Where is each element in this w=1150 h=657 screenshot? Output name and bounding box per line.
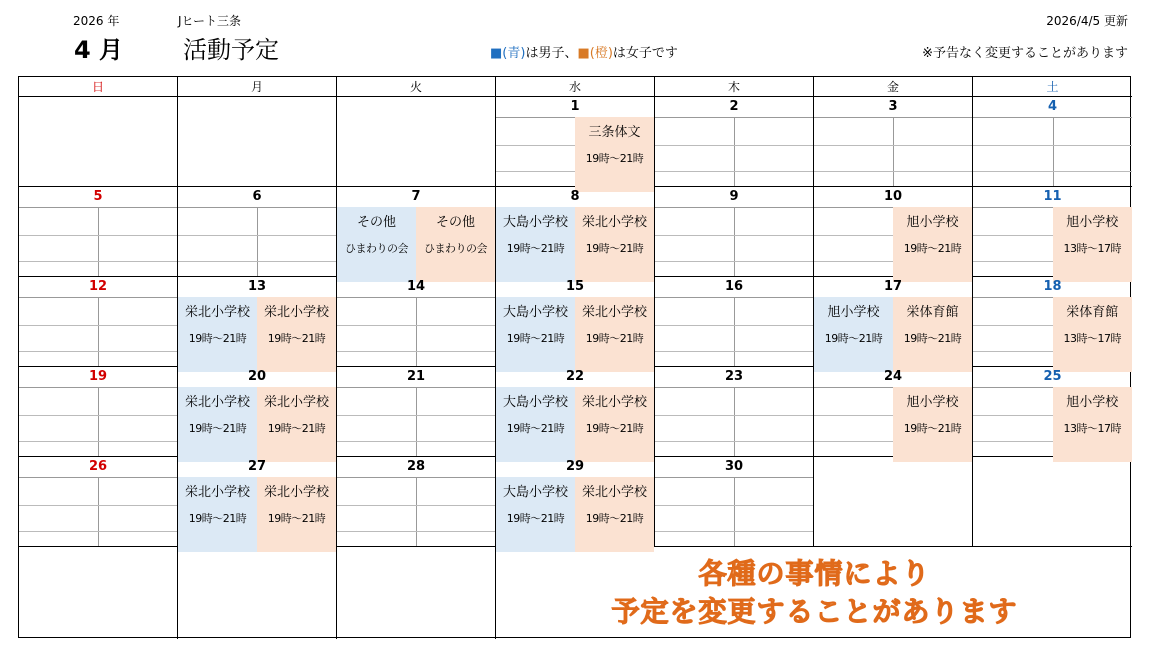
girls-event xyxy=(575,207,654,282)
day-cell xyxy=(655,277,814,367)
event-location: 旭小学校 xyxy=(906,395,959,410)
day-cell xyxy=(337,277,496,367)
day-cell xyxy=(178,457,337,547)
event-time: 13時～17時 xyxy=(1063,332,1121,345)
weekday-header-4: 木 xyxy=(655,77,814,97)
cell-rule xyxy=(337,531,495,532)
cell-rule xyxy=(973,145,1132,146)
event-time: 19時～21時 xyxy=(506,512,565,525)
empty-cell xyxy=(337,97,496,187)
girls-legend-square: ■ xyxy=(577,46,590,61)
boys-event xyxy=(496,297,575,372)
empty-cell xyxy=(973,457,1132,547)
event-time: 19時～21時 xyxy=(585,242,644,255)
change-banner xyxy=(497,547,1132,645)
girls-event xyxy=(1053,207,1133,282)
event-location: 栄北小学校 xyxy=(263,395,329,410)
cell-divider xyxy=(734,477,735,546)
boys-event xyxy=(496,387,575,462)
day-cell xyxy=(337,457,496,547)
day-number: 13 xyxy=(178,277,336,298)
girls-event xyxy=(416,207,495,282)
weekday-header-2: 火 xyxy=(337,77,496,97)
boys-event xyxy=(496,477,575,552)
day-number: 25 xyxy=(973,367,1132,388)
cell-rule xyxy=(337,325,495,326)
event-time: ひまわりの会 xyxy=(424,242,487,255)
weekday-header-3: 水 xyxy=(496,77,655,97)
day-cell xyxy=(337,367,496,457)
day-cell xyxy=(19,457,178,547)
event-time: 19時～21時 xyxy=(585,152,644,165)
day-cell xyxy=(814,187,973,277)
cell-rule xyxy=(19,351,177,352)
cell-rule xyxy=(337,505,495,506)
day-number: 11 xyxy=(973,187,1132,208)
day-cell xyxy=(19,187,178,277)
cell-rule xyxy=(19,415,177,416)
boys-event xyxy=(178,477,257,552)
event-time: 19時～21時 xyxy=(267,422,326,435)
day-number: 12 xyxy=(19,277,177,298)
cell-divider xyxy=(98,387,99,456)
day-number: 29 xyxy=(496,457,654,478)
cell-rule xyxy=(337,441,495,442)
cell-rule xyxy=(19,235,177,236)
day-cell xyxy=(496,457,655,547)
event-time: 19時～21時 xyxy=(585,332,644,345)
event-time: 19時～21時 xyxy=(188,422,247,435)
team-name: Jヒート三条 xyxy=(178,14,242,28)
day-cell xyxy=(496,367,655,457)
banner-area xyxy=(19,547,1132,639)
cell-rule xyxy=(655,505,813,506)
day-cell xyxy=(655,457,814,547)
cell-rule xyxy=(655,351,813,352)
girls-event xyxy=(893,207,972,282)
event-location: 栄北小学校 xyxy=(581,485,647,500)
boys-event xyxy=(496,207,575,282)
cell-rule xyxy=(19,531,177,532)
day-number: 8 xyxy=(496,187,654,208)
day-number: 26 xyxy=(19,457,177,478)
day-number: 18 xyxy=(973,277,1132,298)
event-location: 栄北小学校 xyxy=(263,485,329,500)
event-location: 栄北小学校 xyxy=(581,305,647,320)
event-location: 栄体育館 xyxy=(906,305,959,320)
cell-rule xyxy=(655,145,813,146)
girls-event xyxy=(1053,387,1133,462)
day-cell xyxy=(178,187,337,277)
event-time: 19時～21時 xyxy=(188,512,247,525)
month-label: 4 月 xyxy=(74,36,124,64)
girls-event xyxy=(257,477,336,552)
day-number: 30 xyxy=(655,457,813,478)
event-time: 13時～17時 xyxy=(1063,242,1121,255)
weekday-header-1: 月 xyxy=(178,77,337,97)
cell-rule xyxy=(655,235,813,236)
cell-rule xyxy=(19,441,177,442)
cell-divider xyxy=(734,117,735,186)
boys-legend-square: ■ xyxy=(490,46,503,61)
cell-divider xyxy=(98,207,99,276)
day-number: 14 xyxy=(337,277,495,298)
girls-event xyxy=(893,297,972,372)
day-number: 2 xyxy=(655,97,813,118)
event-location: 栄北小学校 xyxy=(263,305,329,320)
event-time: 13時～17時 xyxy=(1063,422,1121,435)
cell-rule xyxy=(337,415,495,416)
weekday-header-6: 土 xyxy=(973,77,1132,97)
weekday-header-0: 日 xyxy=(19,77,178,97)
event-location: 旭小学校 xyxy=(1066,395,1119,410)
day-number: 20 xyxy=(178,367,336,388)
event-location: 栄体育館 xyxy=(1066,305,1119,320)
day-cell xyxy=(973,277,1132,367)
legend xyxy=(490,42,678,61)
cell-divider xyxy=(416,297,417,366)
event-location: その他 xyxy=(356,215,396,230)
cell-divider xyxy=(1053,117,1054,186)
day-number: 16 xyxy=(655,277,813,298)
girls-event xyxy=(575,117,654,192)
cell-rule xyxy=(178,261,336,262)
cell-rule xyxy=(19,261,177,262)
cell-rule xyxy=(655,171,813,172)
event-time: 19時～21時 xyxy=(585,422,644,435)
girls-legend-word: (橙) xyxy=(589,46,613,61)
day-number: 28 xyxy=(337,457,495,478)
day-cell xyxy=(178,277,337,367)
day-number: 9 xyxy=(655,187,813,208)
cell-rule xyxy=(973,171,1132,172)
girls-event xyxy=(575,387,654,462)
boys-event xyxy=(337,207,416,282)
day-cell xyxy=(178,367,337,457)
event-time: 19時～21時 xyxy=(267,332,326,345)
day-number: 21 xyxy=(337,367,495,388)
cell-divider xyxy=(98,477,99,546)
day-cell xyxy=(973,97,1132,187)
cell-rule xyxy=(655,261,813,262)
empty-cell xyxy=(814,457,973,547)
boys-event xyxy=(814,297,893,372)
cell-rule xyxy=(337,351,495,352)
day-number: 6 xyxy=(178,187,336,208)
empty-cell xyxy=(178,97,337,187)
cell-divider xyxy=(416,387,417,456)
girls-event xyxy=(257,297,336,372)
day-number: 4 xyxy=(973,97,1132,118)
day-cell xyxy=(496,187,655,277)
cell-rule xyxy=(655,441,813,442)
day-number: 15 xyxy=(496,277,654,298)
day-cell xyxy=(814,367,973,457)
day-number: 24 xyxy=(814,367,972,388)
updated-date: 2026/4/5 更新 xyxy=(1046,14,1128,28)
event-time: 19時～21時 xyxy=(903,242,962,255)
cell-divider xyxy=(893,117,894,186)
banner-line-1: 各種の事情により xyxy=(698,557,931,590)
day-cell xyxy=(337,187,496,277)
event-location: 栄北小学校 xyxy=(184,395,250,410)
cell-divider xyxy=(734,387,735,456)
event-location: 大島小学校 xyxy=(502,485,568,500)
day-cell xyxy=(814,97,973,187)
cell-rule xyxy=(19,505,177,506)
event-location: 栄北小学校 xyxy=(581,395,647,410)
event-time: 19時～21時 xyxy=(585,512,644,525)
cell-divider xyxy=(734,207,735,276)
girls-event xyxy=(257,387,336,462)
event-location: 旭小学校 xyxy=(827,305,880,320)
girls-event xyxy=(575,297,654,372)
boys-legend-word: (青) xyxy=(502,46,526,61)
event-location: 三条体文 xyxy=(588,125,641,140)
cell-rule xyxy=(655,531,813,532)
day-cell xyxy=(19,277,178,367)
legend-mid-text: は男子、 xyxy=(525,46,578,61)
day-cell xyxy=(973,367,1132,457)
cell-divider xyxy=(98,297,99,366)
cell-rule xyxy=(655,325,813,326)
day-cell xyxy=(814,277,973,367)
day-cell xyxy=(973,187,1132,277)
day-number: 23 xyxy=(655,367,813,388)
day-cell xyxy=(655,97,814,187)
event-location: 栄北小学校 xyxy=(184,485,250,500)
cell-divider xyxy=(257,207,258,276)
cell-rule xyxy=(178,235,336,236)
event-location: 旭小学校 xyxy=(1066,215,1119,230)
girls-event xyxy=(575,477,654,552)
banner-line-2: 予定を変更することがあります xyxy=(611,595,1018,628)
event-time: 19時～21時 xyxy=(506,422,565,435)
event-location: その他 xyxy=(435,215,475,230)
day-cell xyxy=(496,97,655,187)
event-time: 19時～21時 xyxy=(267,512,326,525)
calendar-grid xyxy=(18,76,1131,638)
event-location: 大島小学校 xyxy=(502,395,568,410)
change-notice: ※予告なく変更することがあります xyxy=(922,46,1128,61)
cell-rule xyxy=(655,415,813,416)
page-title: 活動予定 xyxy=(183,36,279,64)
day-cell xyxy=(655,367,814,457)
event-location: 大島小学校 xyxy=(502,305,568,320)
girls-event xyxy=(893,387,972,462)
empty-cell xyxy=(19,97,178,187)
event-time: 19時～21時 xyxy=(188,332,247,345)
event-location: 旭小学校 xyxy=(906,215,959,230)
cell-rule xyxy=(19,325,177,326)
day-number: 19 xyxy=(19,367,177,388)
event-location: 大島小学校 xyxy=(502,215,568,230)
day-number: 7 xyxy=(337,187,495,208)
event-location: 栄北小学校 xyxy=(184,305,250,320)
event-time: ひまわりの会 xyxy=(345,242,408,255)
day-number: 1 xyxy=(496,97,654,118)
legend-end-text: は女子です xyxy=(612,46,678,61)
day-cell xyxy=(496,277,655,367)
day-number: 17 xyxy=(814,277,972,298)
year-label: 2026 年 xyxy=(73,14,120,28)
day-number: 3 xyxy=(814,97,972,118)
cell-rule xyxy=(814,171,972,172)
event-time: 19時～21時 xyxy=(506,332,565,345)
day-cell xyxy=(19,367,178,457)
boys-event xyxy=(178,297,257,372)
weekday-header-5: 金 xyxy=(814,77,973,97)
day-cell xyxy=(655,187,814,277)
event-time: 19時～21時 xyxy=(903,422,962,435)
day-number: 10 xyxy=(814,187,972,208)
cell-divider xyxy=(416,477,417,546)
event-time: 19時～21時 xyxy=(506,242,565,255)
event-time: 19時～21時 xyxy=(903,332,962,345)
boys-event xyxy=(178,387,257,462)
cell-rule xyxy=(814,145,972,146)
day-number: 22 xyxy=(496,367,654,388)
event-location: 栄北小学校 xyxy=(581,215,647,230)
day-number: 5 xyxy=(19,187,177,208)
girls-event xyxy=(1053,297,1133,372)
day-number: 27 xyxy=(178,457,336,478)
event-time: 19時～21時 xyxy=(824,332,883,345)
cell-divider xyxy=(734,297,735,366)
